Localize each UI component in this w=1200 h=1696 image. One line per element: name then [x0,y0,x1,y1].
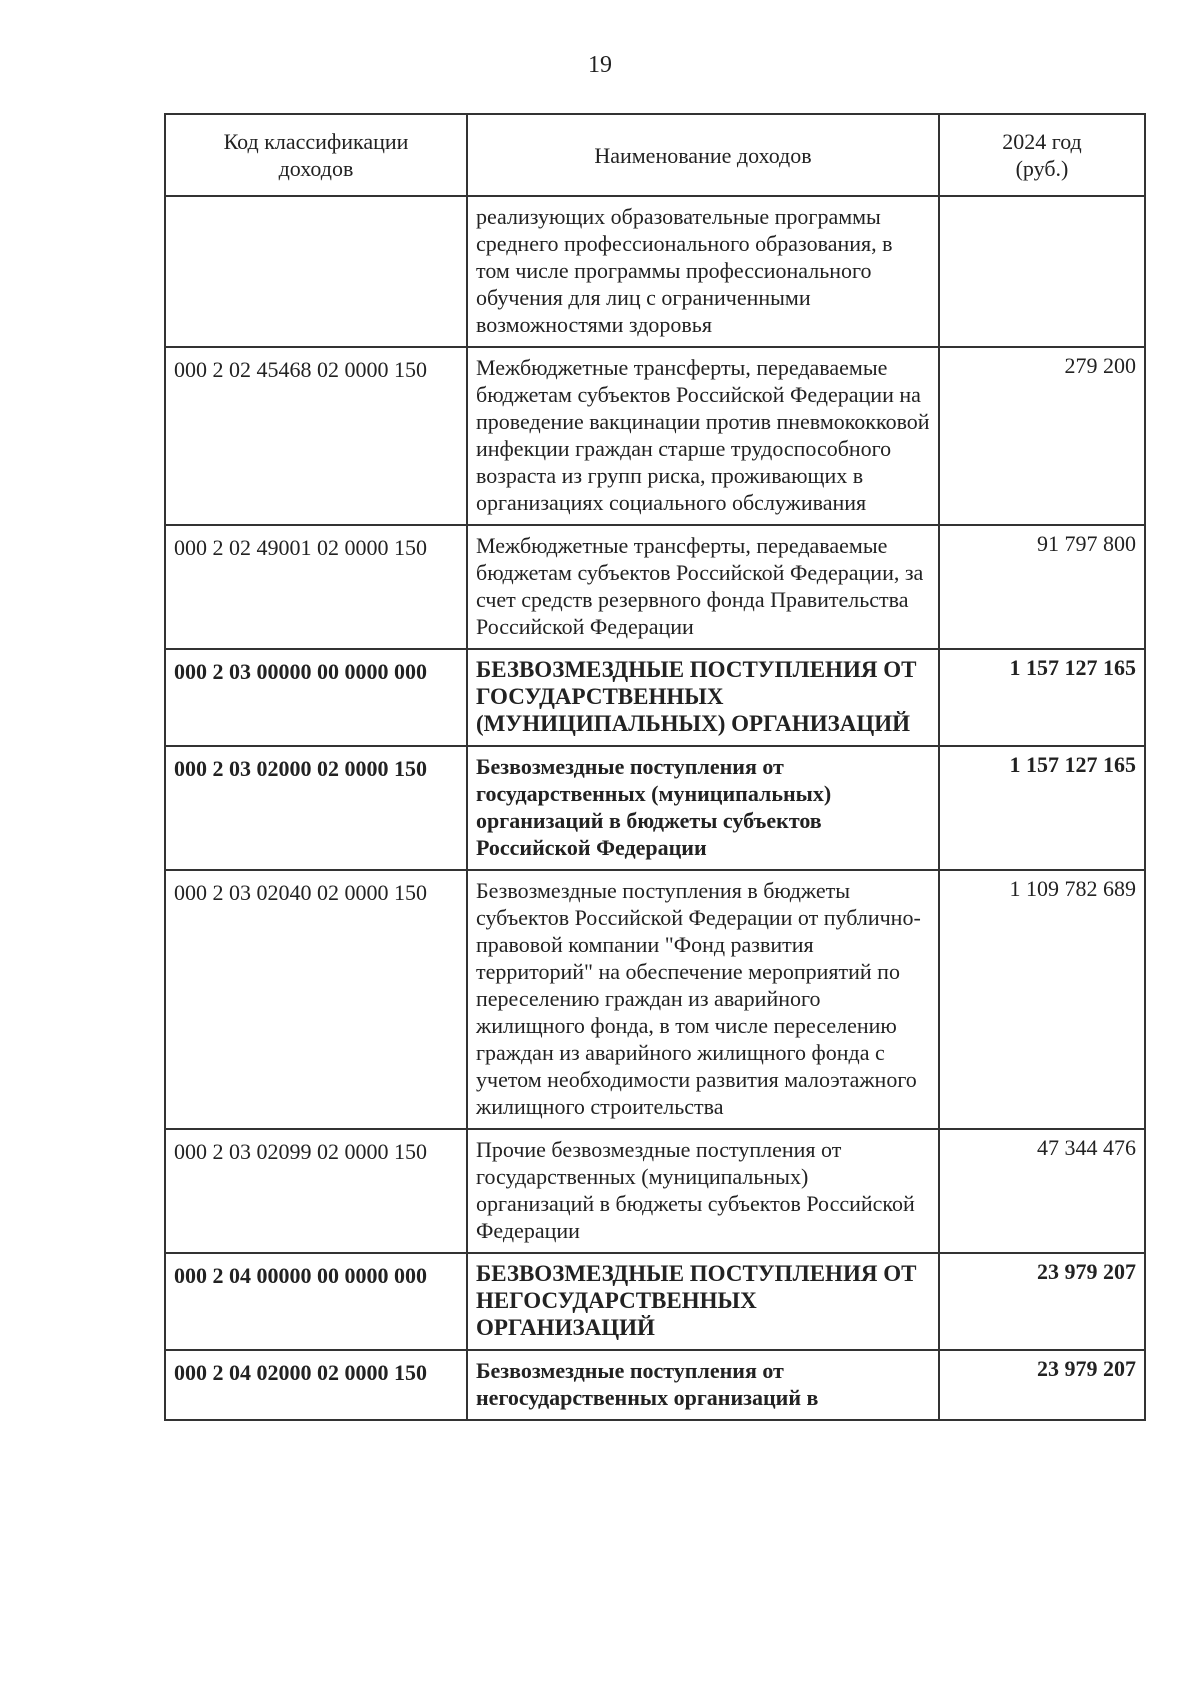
row-amount: 23 979 207 [939,1350,1145,1420]
table-row [165,196,1145,347]
row-name: Безвозмездные поступления от государственных (муниципальных) организаций в бюджеты субъектов Российской Федерации [467,746,939,870]
row-name: Безвозмездные поступления в бюджеты субъектов Российской Федерации от публично-правовой компании "Фонд развития территорий" на обеспечение мероприятий по переселению граждан из аварийного жилищного фонда, в том числе переселению граждан из аварийного жилищного фонда с учетом необходимости развития малоэтажного жилищного строительства [467,870,939,1129]
header-row [165,114,1145,196]
row-name: БЕЗВОЗМЕЗДНЫЕ ПОСТУПЛЕНИЯ ОТ НЕГОСУДАРСТВЕННЫХ ОРГАНИЗАЦИЙ [467,1253,939,1350]
row-name: Межбюджетные трансферты, передаваемые бюджетам субъектов Российской Федерации на проведение вакцинации против пневмококковой инфекции граждан старше трудоспособного возраста из групп риска, проживающих в организациях социального обслуживания [467,347,939,525]
row-name: БЕЗВОЗМЕЗДНЫЕ ПОСТУПЛЕНИЯ ОТ ГОСУДАРСТВЕННЫХ (МУНИЦИПАЛЬНЫХ) ОРГАНИЗАЦИЙ [467,649,939,746]
table-row [165,649,1145,746]
row-code: 000 2 04 00000 00 0000 000 [165,1253,467,1350]
row-code: 000 2 03 02040 02 0000 150 [165,870,467,1129]
row-amount [939,196,1145,347]
header-amount: 2024 год (руб.) [939,114,1145,196]
table-row [165,1253,1145,1350]
header-code: Код классификации доходов [165,114,467,196]
table-row [165,1129,1145,1253]
row-name: Межбюджетные трансферты, передаваемые бюджетам субъектов Российской Федерации, за счет средств резервного фонда Правительства Российской Федерации [467,525,939,649]
revenue-table [164,113,1146,1421]
row-code: 000 2 02 49001 02 0000 150 [165,525,467,649]
row-name: Безвозмездные поступления от негосударственных организаций в [467,1350,939,1420]
table-row [165,1350,1145,1420]
page-number: 19 [588,52,612,78]
row-amount: 1 157 127 165 [939,649,1145,746]
row-code: 000 2 03 00000 00 0000 000 [165,649,467,746]
table-row [165,870,1145,1129]
header-name: Наименование доходов [467,114,939,196]
row-code: 000 2 03 02099 02 0000 150 [165,1129,467,1253]
row-code: 000 2 02 45468 02 0000 150 [165,347,467,525]
table-row [165,347,1145,525]
row-amount: 47 344 476 [939,1129,1145,1253]
row-amount: 91 797 800 [939,525,1145,649]
row-amount: 1 109 782 689 [939,870,1145,1129]
row-amount: 23 979 207 [939,1253,1145,1350]
table-row [165,525,1145,649]
row-code: 000 2 04 02000 02 0000 150 [165,1350,467,1420]
row-amount: 1 157 127 165 [939,746,1145,870]
table-body [165,196,1145,1420]
row-amount: 279 200 [939,347,1145,525]
row-code [165,196,467,347]
row-name: реализующих образовательные программы среднего профессионального образования, в том числе программы профессионального обучения для лиц с ограниченными возможностями здоровья [467,196,939,347]
table-header [165,114,1145,196]
table-row [165,746,1145,870]
row-name: Прочие безвозмездные поступления от государственных (муниципальных) организаций в бюджеты субъектов Российской Федерации [467,1129,939,1253]
row-code: 000 2 03 02000 02 0000 150 [165,746,467,870]
